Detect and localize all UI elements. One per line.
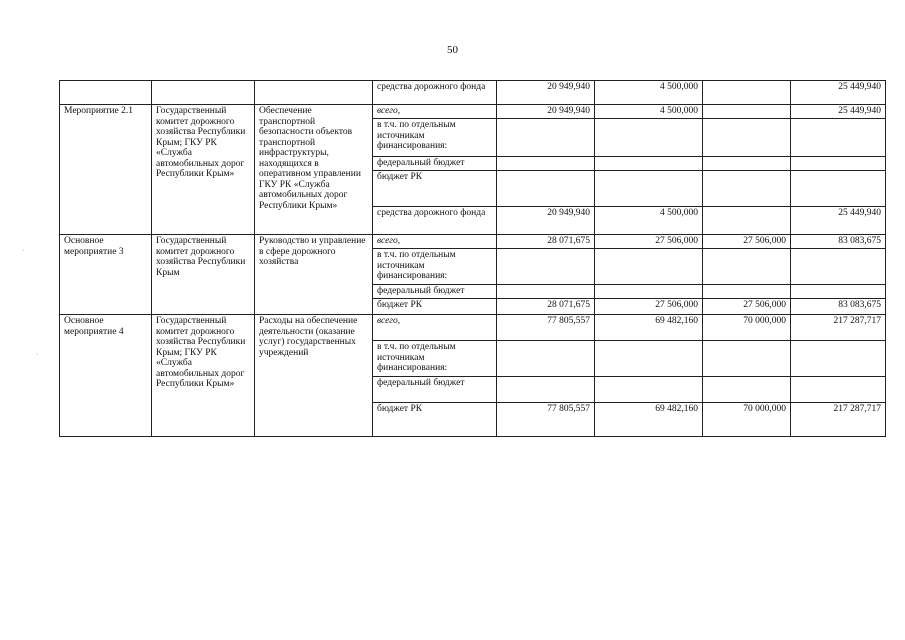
amount-cell: 4 500,000 [595, 105, 703, 119]
amount-cell: 27 506,000 [703, 299, 791, 315]
description-cell [255, 81, 373, 105]
total-amount-cell [791, 171, 886, 207]
amount-cell [703, 377, 791, 403]
amount-cell [703, 207, 791, 235]
funding-source-cell: в т.ч. по отдельным источникам финансирования: [373, 341, 497, 377]
financing-table-body [60, 81, 886, 437]
amount-cell: 27 506,000 [595, 235, 703, 249]
funding-source-cell: всего, [373, 105, 497, 119]
amount-cell: 28 071,675 [497, 235, 595, 249]
amount-cell: 20 949,940 [497, 105, 595, 119]
amount-cell [703, 171, 791, 207]
amount-cell: 69 482,160 [595, 315, 703, 341]
amount-cell [497, 249, 595, 285]
amount-cell [497, 119, 595, 157]
event-cell: Мероприятие 2.1 [60, 105, 152, 235]
amount-cell [497, 157, 595, 171]
table-row [60, 235, 886, 249]
financing-table [59, 80, 886, 437]
event-cell: Основное мероприятие 3 [60, 235, 152, 315]
description-cell: Руководство и управление в сфере дорожного хозяйства [255, 235, 373, 315]
amount-cell [497, 341, 595, 377]
amount-cell: 4 500,000 [595, 207, 703, 235]
funding-source-cell: в т.ч. по отдельным источникам финансирования: [373, 119, 497, 157]
total-amount-cell [791, 377, 886, 403]
total-amount-cell: 217 287,717 [791, 403, 886, 437]
amount-cell [595, 171, 703, 207]
funding-source-cell: бюджет РК [373, 299, 497, 315]
amount-cell [497, 171, 595, 207]
amount-cell: 28 071,675 [497, 299, 595, 315]
total-amount-cell [791, 249, 886, 285]
amount-cell [703, 249, 791, 285]
scan-artifact: · [22, 246, 25, 255]
amount-cell: 20 949,940 [497, 81, 595, 105]
total-amount-cell [791, 285, 886, 299]
amount-cell [497, 377, 595, 403]
amount-cell [497, 285, 595, 299]
amount-cell [595, 285, 703, 299]
funding-source-cell: федеральный бюджет [373, 157, 497, 171]
table-row [60, 81, 886, 105]
amount-cell [703, 157, 791, 171]
funding-source-cell: федеральный бюджет [373, 285, 497, 299]
funding-source-cell: бюджет РК [373, 171, 497, 207]
total-amount-cell: 25 449,940 [791, 81, 886, 105]
amount-cell: 77 805,557 [497, 403, 595, 437]
table-row [60, 315, 886, 341]
amount-cell [595, 119, 703, 157]
executor-cell: Государственный комитет дорожного хозяйства Республики Крым; ГКУ РК «Служба автомобильных дорог Республики Крым» [152, 315, 255, 437]
amount-cell: 77 805,557 [497, 315, 595, 341]
funding-source-cell: всего, [373, 315, 497, 341]
total-amount-cell: 83 083,675 [791, 235, 886, 249]
amount-cell: 20 949,940 [497, 207, 595, 235]
amount-cell [703, 105, 791, 119]
amount-cell [703, 341, 791, 377]
funding-source-cell: бюджет РК [373, 403, 497, 437]
funding-source-cell: средства дорожного фонда [373, 207, 497, 235]
description-cell: Обеспечение транспортной безопасности объектов транспортной инфраструктуры, находящихся в оперативном управлении ГКУ РК «Служба автомобильных дорог Республики Крым» [255, 105, 373, 235]
event-cell [60, 81, 152, 105]
scan-artifact: · [36, 350, 39, 359]
total-amount-cell: 217 287,717 [791, 315, 886, 341]
amount-cell: 69 482,160 [595, 403, 703, 437]
amount-cell: 27 506,000 [703, 235, 791, 249]
description-cell: Расходы на обеспечение деятельности (оказание услуг) государственных учреждений [255, 315, 373, 437]
page-number: 50 [447, 44, 458, 56]
amount-cell [595, 157, 703, 171]
amount-cell: 70 000,000 [703, 315, 791, 341]
amount-cell [703, 285, 791, 299]
amount-cell: 27 506,000 [595, 299, 703, 315]
amount-cell [703, 119, 791, 157]
amount-cell [595, 341, 703, 377]
funding-source-cell: всего, [373, 235, 497, 249]
total-amount-cell: 25 449,940 [791, 105, 886, 119]
table-row [60, 105, 886, 119]
total-amount-cell: 25 449,940 [791, 207, 886, 235]
amount-cell [703, 81, 791, 105]
executor-cell: Государственный комитет дорожного хозяйства Республики Крым [152, 235, 255, 315]
amount-cell [595, 377, 703, 403]
total-amount-cell: 83 083,675 [791, 299, 886, 315]
event-cell: Основное мероприятие 4 [60, 315, 152, 437]
amount-cell: 4 500,000 [595, 81, 703, 105]
amount-cell [595, 249, 703, 285]
amount-cell: 70 000,000 [703, 403, 791, 437]
total-amount-cell [791, 341, 886, 377]
executor-cell: Государственный комитет дорожного хозяйства Республики Крым; ГКУ РК «Служба автомобильных дорог Республики Крым» [152, 105, 255, 235]
total-amount-cell [791, 119, 886, 157]
total-amount-cell [791, 157, 886, 171]
funding-source-cell: средства дорожного фонда [373, 81, 497, 105]
executor-cell [152, 81, 255, 105]
funding-source-cell: в т.ч. по отдельным источникам финансирования: [373, 249, 497, 285]
funding-source-cell: федеральный бюджет [373, 377, 497, 403]
